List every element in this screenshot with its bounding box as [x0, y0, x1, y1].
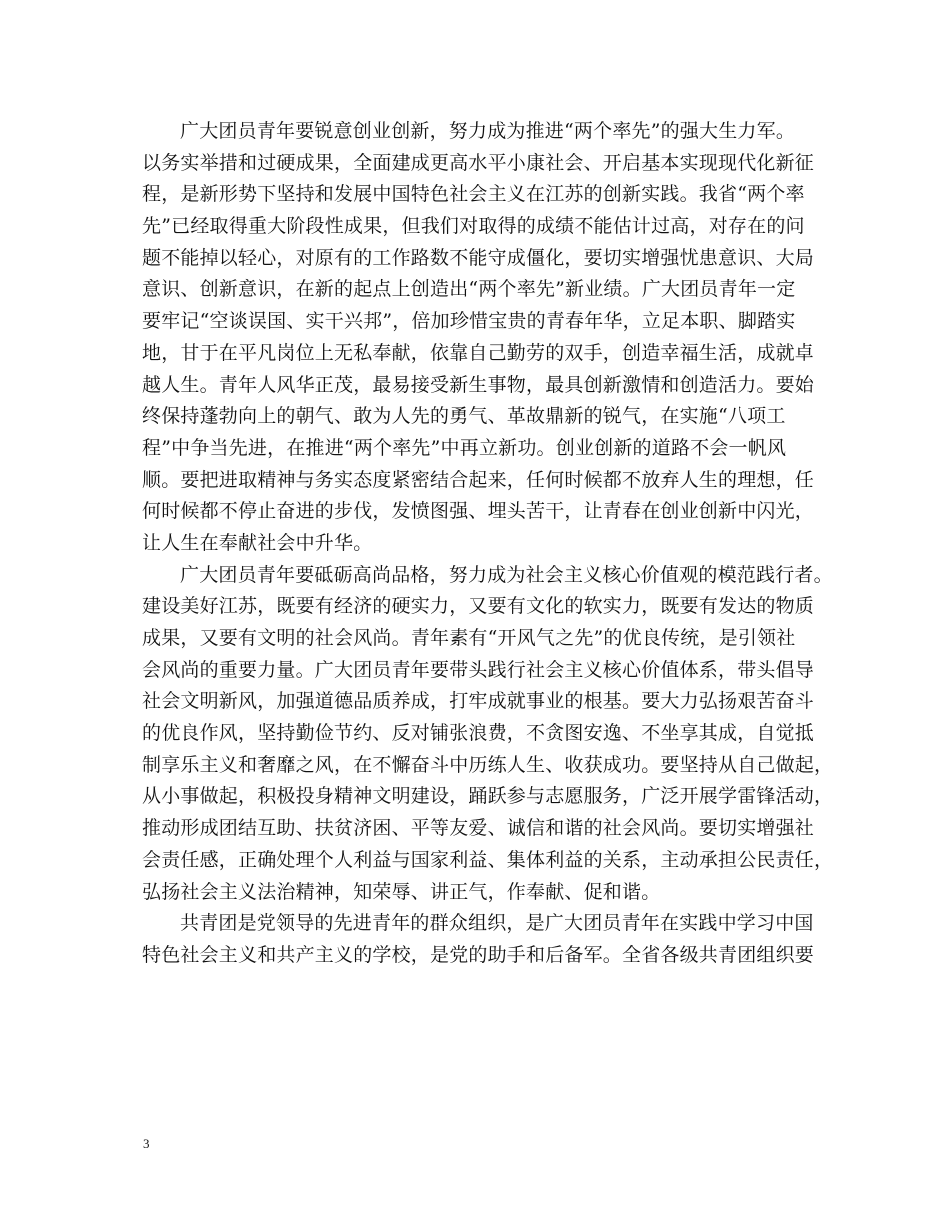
text-line: 顺。要把进取精神与务实态度紧密结合起来，任何时候都不放弃人生的理想，任	[142, 468, 815, 491]
text-line: 意识、创新意识，在新的起点上创造出“两个率先”新业绩。广大团员青年一定	[142, 278, 796, 301]
text-line: 制享乐主义和奢靡之风，在不懈奋斗中历练人生、收获成功。要坚持从自己做起，	[142, 753, 834, 776]
text-line: 终保持蓬勃向上的朝气、敢为人先的勇气、革故鼎新的锐气，在实施“八项工	[142, 405, 786, 428]
text-line: 程，是新形势下坚持和发展中国特色社会主义在江苏的创新实践。我省“两个率	[142, 183, 805, 206]
text-line: 从小事做起，积极投身精神文明建设，踊跃参与志愿服务，广泛开展学雷锋活动，	[142, 785, 834, 808]
text-line: 以务实举措和过硬成果，全面建成更高水平小康社会、开启基本实现现代化新征	[142, 151, 815, 174]
text-line: 要牢记“空谈误国、实干兴邦”，倍加珍惜宝贵的青春年华，立足本职、脚踏实	[142, 310, 796, 333]
text-line: 广大团员青年要砥砺高尚品格，努力成为社会主义核心价值观的模范践行者。	[180, 563, 833, 586]
text-line: 推动形成团结互助、扶贫济困、平等友爱、诚信和谐的社会风尚。要切实增强社	[142, 817, 815, 840]
text-line: 会风尚的重要力量。广大团员青年要带头践行社会主义核心价值体系，带头倡导	[142, 658, 815, 681]
text-line: 的优良作风，坚持勤俭节约、反对铺张浪费，不贪图安逸、不坐享其成，自觉抵	[142, 722, 815, 745]
text-line: 地，甘于在平凡岗位上无私奉献，依靠自己勤劳的双手，创造幸福生活，成就卓	[142, 341, 815, 364]
text-line: 特色社会主义和共产主义的学校，是党的助手和后备军。全省各级共青团组织要	[142, 943, 815, 966]
text-line: 何时候都不停止奋进的步伐，发愤图强、埋头苦干，让青春在创业创新中闪光，	[142, 500, 815, 523]
text-line: 社会文明新风，加强道德品质养成，打牢成就事业的根基。要大力弘扬艰苦奋斗	[142, 690, 815, 713]
text-line: 弘扬社会主义法治精神，知荣辱、讲正气，作奉献、促和谐。	[142, 880, 661, 903]
text-line: 先”已经取得重大阶段性成果，但我们对取得的成绩不能估计过高，对存在的问	[142, 215, 805, 238]
text-line: 让人生在奉献社会中升华。	[142, 531, 373, 554]
text-line: 会责任感，正确处理个人利益与国家利益、集体利益的关系，主动承担公民责任，	[142, 848, 834, 871]
text-line: 题不能掉以轻心，对原有的工作路数不能守成僵化，要切实增强忧患意识、大局	[142, 246, 815, 269]
text-line: 成果，又要有文明的社会风尚。青年素有“开风气之先”的优良传统，是引领社	[142, 627, 796, 649]
text-line: 广大团员青年要锐意创业创新，努力成为推进“两个率先”的强大生力军。	[180, 120, 796, 142]
page-number: 3	[143, 1136, 150, 1151]
text-line: 建设美好江苏，既要有经济的硬实力，又要有文化的软实力，既要有发达的物质	[142, 595, 815, 618]
text-line: 共青团是党领导的先进青年的群众组织，是广大团员青年在实践中学习中国	[180, 912, 814, 935]
text-line: 程”中争当先进，在推进“两个率先”中再立新功。创业创新的道路不会一帆风	[142, 436, 787, 459]
text-line: 越人生。青年人风华正茂，最易接受新生事物，最具创新激情和创造活力。要始	[142, 373, 815, 396]
document-body	[142, 116, 832, 972]
